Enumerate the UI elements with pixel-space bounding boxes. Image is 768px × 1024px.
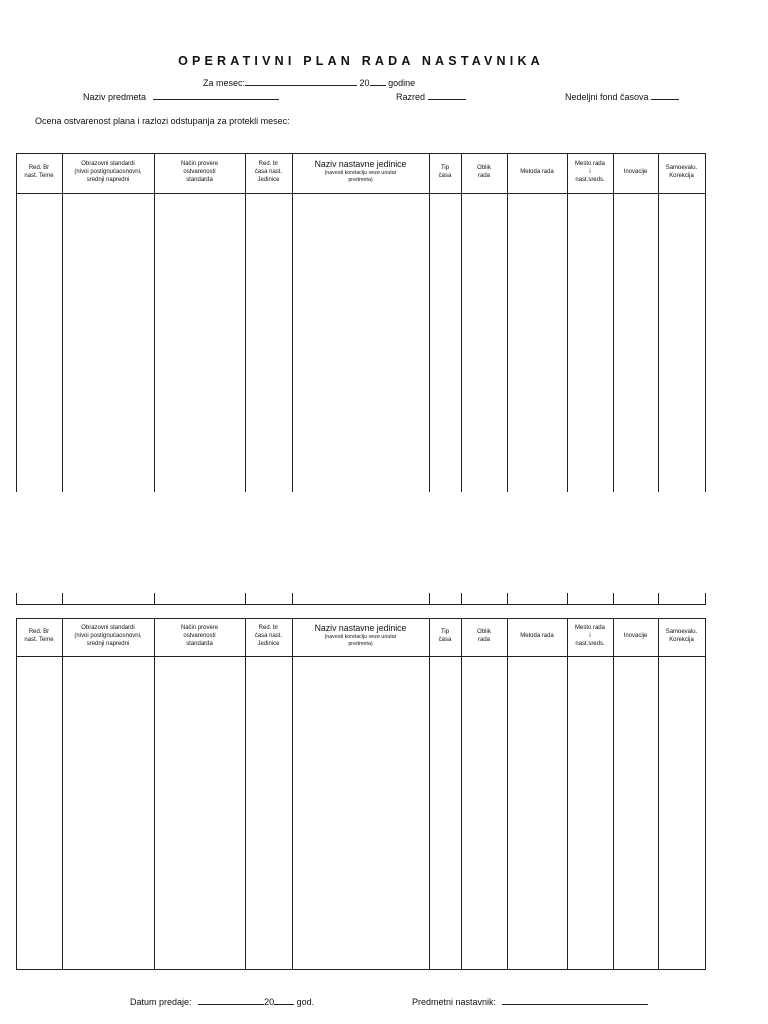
month-field[interactable] xyxy=(245,76,357,86)
fragment-col-line xyxy=(292,593,293,605)
table2-col-line xyxy=(461,618,462,969)
column-header-6 xyxy=(430,164,459,180)
column-header-1-line1: Red. Br xyxy=(28,164,50,171)
column-header-9-line2: i xyxy=(589,632,591,639)
table1-col-line xyxy=(62,153,63,492)
teacher-line xyxy=(412,995,648,1007)
column-header-9-line2: i xyxy=(589,168,591,175)
fragment-col-line xyxy=(16,593,17,605)
table2-col-line xyxy=(62,618,63,969)
fragment-col-line xyxy=(461,593,462,605)
column-header-2 xyxy=(66,160,151,184)
date-label: Datum predaje: xyxy=(130,997,192,1007)
table2-col-line xyxy=(16,618,17,969)
fragment-col-line xyxy=(613,593,614,605)
table1-col-line xyxy=(705,153,706,492)
column-header-4-line2: časa nast. xyxy=(254,168,283,175)
column-header-11-line2: Korekcija xyxy=(669,636,694,643)
fragment-col-line xyxy=(705,593,706,605)
column-header-7-line1: Oblik xyxy=(477,628,491,635)
column-header-8 xyxy=(509,632,564,640)
column-header-3-line1: Način provere xyxy=(180,160,219,167)
table1-col-line xyxy=(507,153,508,492)
fragment-col-line xyxy=(507,593,508,605)
footer-year-suffix: god. xyxy=(296,997,315,1007)
table1-col-line xyxy=(16,153,17,492)
column-header-8 xyxy=(509,168,564,176)
column-header-1 xyxy=(18,628,60,644)
column-header-9 xyxy=(569,624,611,648)
column-header-6 xyxy=(430,628,459,644)
column-header-2-line1: Obrazovni standardi xyxy=(81,160,135,167)
column-header-1-line2: nast. Teme xyxy=(24,636,54,643)
table1-col-line xyxy=(613,153,614,492)
grade-label: Razred xyxy=(396,92,426,102)
column-header-1 xyxy=(18,164,60,180)
column-header-10-line1: Inovacije xyxy=(623,632,648,639)
column-header-11-line2: Korekcija xyxy=(669,172,694,179)
column-header-11 xyxy=(660,164,703,180)
teacher-field[interactable] xyxy=(502,995,648,1005)
column-header-2-line3: srednji napredni xyxy=(86,176,130,183)
date-line xyxy=(130,995,314,1007)
column-header-6-line2: časa xyxy=(438,172,452,179)
column-header-1-line1: Red. Br xyxy=(28,628,50,635)
column-header-5-line1: Naziv nastavne jedinice xyxy=(314,158,407,170)
footer-year-prefix: 20 xyxy=(264,997,275,1007)
subject-line xyxy=(83,90,279,102)
table2-col-line xyxy=(658,618,659,969)
year-field[interactable] xyxy=(370,76,386,86)
column-header-5-line2: (navesti korelaciju veze unutar xyxy=(324,169,397,176)
column-header-3-line2: ostvarenosti xyxy=(183,632,216,639)
column-header-6-line2: časa xyxy=(438,636,452,643)
month-label: Za mesec: xyxy=(203,78,246,88)
table1-col-line xyxy=(154,153,155,492)
column-header-5-line3: predmeta) xyxy=(348,640,373,647)
assessment-label: Ocena ostvarenost plana i razlozi odstupanja za protekli mesec: xyxy=(35,116,290,126)
table1-col-line xyxy=(292,153,293,492)
table1-col-line xyxy=(245,153,246,492)
column-header-11-line1: Samoevalu. xyxy=(665,628,698,635)
column-header-9-line1: Mesto rada xyxy=(575,160,605,167)
column-header-3-line3: standarda xyxy=(186,176,213,183)
subject-field[interactable] xyxy=(153,90,279,100)
date-field[interactable] xyxy=(198,995,264,1005)
teacher-label: Predmetni nastavnik: xyxy=(412,997,497,1007)
table2-col-line xyxy=(245,618,246,969)
column-header-8-line1: Metoda rada xyxy=(520,632,554,639)
column-header-3 xyxy=(158,160,242,184)
column-header-5-line2: (navesti korelaciju veze unutar xyxy=(324,633,397,640)
table2-col-line xyxy=(292,618,293,969)
column-header-7-line2: rada xyxy=(478,636,490,643)
column-header-9-line1: Mesto rada xyxy=(575,624,605,631)
column-header-1-line2: nast. Teme xyxy=(24,172,54,179)
table2-col-line xyxy=(429,618,430,969)
table1-header-border xyxy=(16,193,706,194)
weekly-hours-field[interactable] xyxy=(651,90,679,100)
column-header-3-line3: standarda xyxy=(186,640,213,647)
column-header-9-line3: nast.sreds. xyxy=(575,176,605,183)
footer-year-field[interactable] xyxy=(274,995,294,1005)
table1-col-line xyxy=(429,153,430,492)
table2-col-line xyxy=(154,618,155,969)
column-header-4-line3: Jedinice xyxy=(257,640,280,647)
column-header-5 xyxy=(297,623,423,648)
fragment-col-line xyxy=(658,593,659,605)
table1-col-line xyxy=(567,153,568,492)
column-header-2 xyxy=(66,624,151,648)
column-header-3-line1: Način provere xyxy=(180,624,219,631)
column-header-9 xyxy=(569,160,611,184)
table2-col-line xyxy=(507,618,508,969)
grade-field[interactable] xyxy=(428,90,466,100)
grade-line xyxy=(396,90,466,102)
column-header-10 xyxy=(615,168,656,176)
column-header-5-line1: Naziv nastavne jedinice xyxy=(314,622,407,634)
table2-bottom-border xyxy=(16,969,706,970)
table2-top-border xyxy=(16,618,706,619)
table1-col-line xyxy=(658,153,659,492)
column-header-11 xyxy=(660,628,703,644)
column-header-4-line1: Red. br xyxy=(258,160,279,167)
column-header-11-line1: Samoevalu. xyxy=(665,164,698,171)
column-header-8-line1: Metoda rada xyxy=(520,168,554,175)
column-header-5 xyxy=(297,159,423,184)
table2-col-line xyxy=(567,618,568,969)
fragment-bottom-border xyxy=(16,604,706,605)
table1-top-border xyxy=(16,153,706,154)
year-suffix: godine xyxy=(388,78,416,88)
weekly-hours-line xyxy=(565,90,679,102)
fragment-col-line xyxy=(154,593,155,605)
column-header-6-line1: Tip xyxy=(440,164,450,171)
page-title: OPERATIVNI PLAN RADA NASTAVNIKA xyxy=(178,54,544,68)
year-prefix: 20 xyxy=(359,78,370,88)
fragment-col-line xyxy=(62,593,63,605)
fragment-col-line xyxy=(245,593,246,605)
column-header-4-line3: Jedinice xyxy=(257,176,280,183)
column-header-10-line1: Inovacije xyxy=(623,168,648,175)
column-header-7 xyxy=(463,164,505,180)
subject-label: Naziv predmeta xyxy=(83,92,147,102)
fragment-col-line xyxy=(567,593,568,605)
weekly-hours-label: Nedeljni fond časova xyxy=(565,92,649,102)
column-header-4 xyxy=(247,160,290,184)
column-header-4-line2: časa nast. xyxy=(254,632,283,639)
table2-col-line xyxy=(613,618,614,969)
column-header-10 xyxy=(615,632,656,640)
column-header-3 xyxy=(158,624,242,648)
column-header-5-line3: predmeta) xyxy=(348,176,373,183)
column-header-2-line3: srednji napredni xyxy=(86,640,130,647)
column-header-7 xyxy=(463,628,505,644)
column-header-3-line2: ostvarenosti xyxy=(183,168,216,175)
column-header-2-line1: Obrazovni standardi xyxy=(81,624,135,631)
column-header-4 xyxy=(247,624,290,648)
column-header-2-line2: (nivoi postignućaosnovni, xyxy=(74,168,142,175)
column-header-2-line2: (nivoi postignućaosnovni, xyxy=(74,632,142,639)
column-header-6-line1: Tip xyxy=(440,628,450,635)
table2-header-border xyxy=(16,656,706,657)
column-header-7-line1: Oblik xyxy=(477,164,491,171)
month-line xyxy=(203,76,415,88)
column-header-7-line2: rada xyxy=(478,172,490,179)
column-header-9-line3: nast.sreds. xyxy=(575,640,605,647)
table2-col-line xyxy=(705,618,706,969)
fragment-col-line xyxy=(429,593,430,605)
column-header-4-line1: Red. br xyxy=(258,624,279,631)
table1-col-line xyxy=(461,153,462,492)
